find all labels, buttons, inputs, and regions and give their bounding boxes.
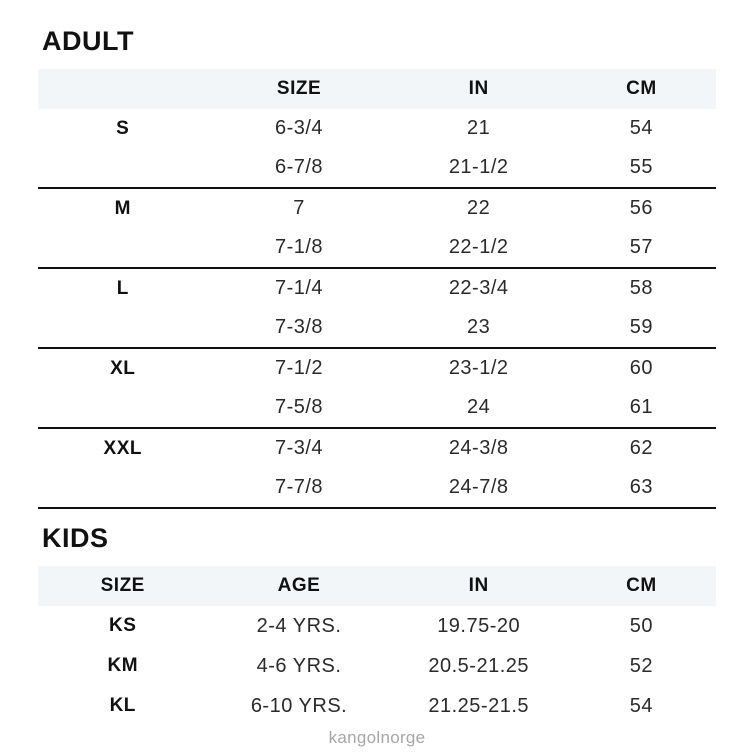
table-row bbox=[38, 189, 716, 228]
table-row bbox=[38, 349, 716, 388]
cm-value: 58 bbox=[629, 277, 654, 299]
size-value: 7-3/4 bbox=[274, 437, 324, 459]
kids-size-table bbox=[38, 566, 716, 726]
cm-value: 63 bbox=[629, 476, 654, 498]
size-value: 6-3/4 bbox=[274, 117, 324, 139]
kids-section-title: KIDS bbox=[42, 523, 109, 553]
adult-group-xl bbox=[38, 349, 716, 429]
in-value: 24-3/8 bbox=[448, 437, 509, 459]
table-row bbox=[38, 308, 716, 347]
size-value: 7-5/8 bbox=[274, 396, 324, 418]
adult-group-xxl bbox=[38, 429, 716, 509]
in-value: 19.75-20 bbox=[437, 614, 521, 637]
kids-size-label: KS bbox=[109, 615, 137, 636]
adult-group-m bbox=[38, 189, 716, 269]
age-value: 6-10 YRS. bbox=[250, 694, 348, 717]
size-value: 7-1/2 bbox=[274, 357, 324, 379]
size-group-label: S bbox=[116, 117, 130, 139]
cm-value: 59 bbox=[629, 316, 654, 338]
cm-value: 52 bbox=[629, 654, 654, 677]
table-row bbox=[38, 606, 716, 646]
cm-value: 54 bbox=[629, 117, 654, 139]
size-group-label: XXL bbox=[103, 437, 142, 459]
in-value: 21-1/2 bbox=[448, 156, 509, 178]
cm-value: 61 bbox=[629, 396, 654, 418]
in-value: 22 bbox=[467, 197, 491, 219]
table-row bbox=[38, 388, 716, 427]
table-row bbox=[38, 109, 716, 148]
kids-size-label: KL bbox=[109, 695, 136, 716]
size-value: 7-1/4 bbox=[274, 277, 324, 299]
kids-header-age: AGE bbox=[277, 575, 321, 596]
in-value: 21.25-21.5 bbox=[428, 694, 529, 717]
size-group-label: XL bbox=[110, 357, 136, 379]
kids-section bbox=[38, 523, 716, 726]
adult-header-in: IN bbox=[468, 78, 489, 99]
adult-section-title: ADULT bbox=[42, 26, 134, 56]
cm-value: 57 bbox=[629, 236, 654, 258]
table-row bbox=[38, 429, 716, 468]
table-row bbox=[38, 468, 716, 507]
table-row bbox=[38, 228, 716, 267]
cm-value: 50 bbox=[629, 614, 654, 637]
table-row bbox=[38, 646, 716, 686]
adult-table-header-row bbox=[38, 69, 716, 109]
in-value: 21 bbox=[467, 117, 491, 139]
table-row bbox=[38, 269, 716, 308]
cm-value: 54 bbox=[629, 694, 654, 717]
cm-value: 56 bbox=[629, 197, 654, 219]
cm-value: 62 bbox=[629, 437, 654, 459]
kids-header-size: SIZE bbox=[100, 575, 145, 596]
age-value: 4-6 YRS. bbox=[256, 654, 342, 677]
in-value: 24-7/8 bbox=[448, 476, 509, 498]
adult-size-table bbox=[38, 69, 716, 509]
size-value: 7-7/8 bbox=[274, 476, 324, 498]
size-value: 7 bbox=[293, 197, 305, 219]
adult-group-l bbox=[38, 269, 716, 349]
kids-table-header-row bbox=[38, 566, 716, 606]
in-value: 23 bbox=[467, 316, 491, 338]
age-value: 2-4 YRS. bbox=[256, 614, 342, 637]
size-value: 6-7/8 bbox=[274, 156, 324, 178]
kids-header-in: IN bbox=[468, 575, 489, 596]
in-value: 22-1/2 bbox=[448, 236, 509, 258]
cm-value: 60 bbox=[629, 357, 654, 379]
adult-group-s bbox=[38, 109, 716, 189]
in-value: 24 bbox=[467, 396, 491, 418]
table-row bbox=[38, 686, 716, 726]
size-value: 7-1/8 bbox=[274, 236, 324, 258]
in-value: 23-1/2 bbox=[448, 357, 509, 379]
size-value: 7-3/8 bbox=[274, 316, 324, 338]
kids-header-cm: CM bbox=[626, 575, 657, 596]
size-group-label: L bbox=[116, 277, 129, 299]
size-group-label: M bbox=[114, 197, 131, 219]
adult-header-size: SIZE bbox=[276, 78, 322, 99]
adult-header-cm: CM bbox=[626, 78, 657, 99]
in-value: 20.5-21.25 bbox=[428, 654, 529, 677]
kids-size-label: KM bbox=[107, 655, 139, 676]
brand-watermark: kangolnorge bbox=[328, 728, 426, 747]
in-value: 22-3/4 bbox=[448, 277, 509, 299]
table-row bbox=[38, 148, 716, 187]
cm-value: 55 bbox=[629, 156, 654, 178]
